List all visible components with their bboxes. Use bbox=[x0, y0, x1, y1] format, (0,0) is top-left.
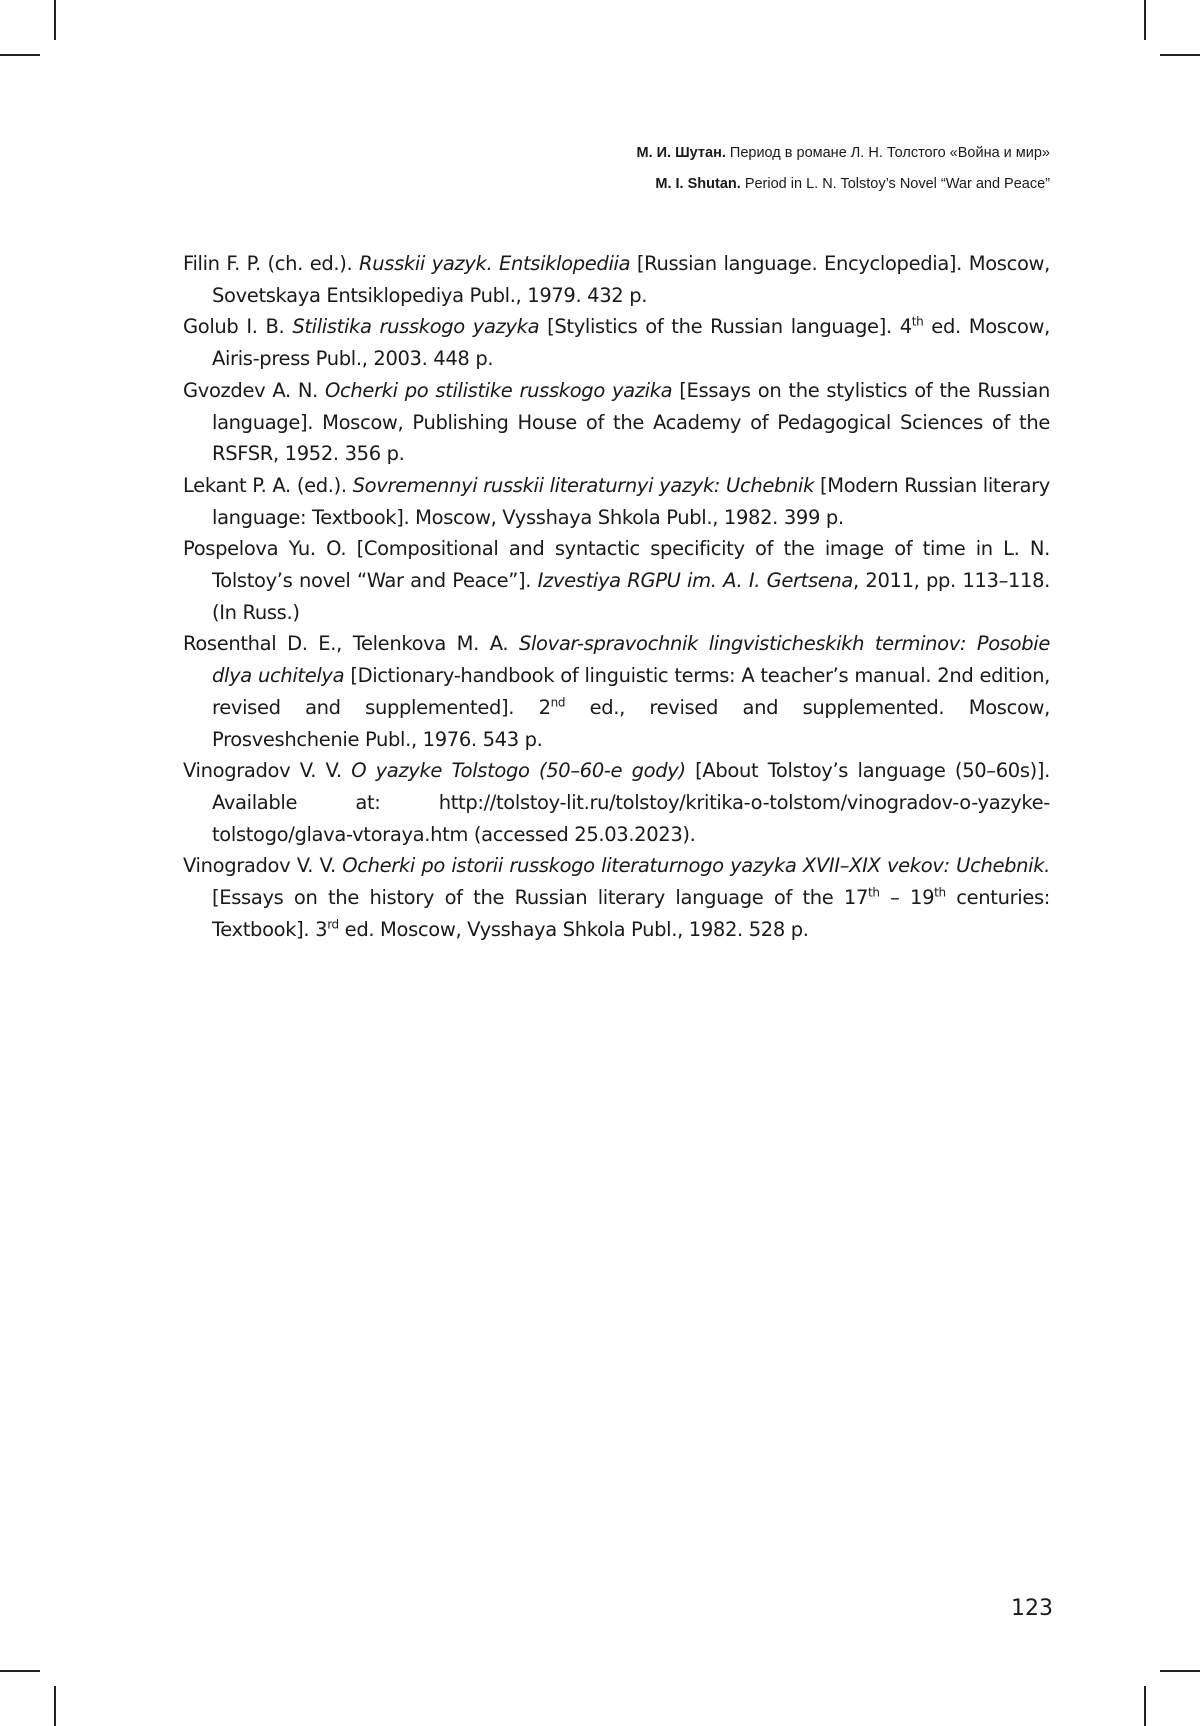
reference-item bbox=[183, 248, 1050, 311]
ref-title: O yazyke Tolstogo (50–60-e gody) bbox=[351, 759, 686, 783]
ref-text: ed. Moscow, Vysshaya Shkola Publ., 1982. 528 p. bbox=[338, 917, 809, 941]
ref-text: Rosenthal D. E., Telenkova M. A. bbox=[183, 632, 519, 656]
ref-text: ed. Moscow, Airis-press Publ., 2003. 448 p. bbox=[212, 315, 1050, 371]
reference-item bbox=[183, 628, 1050, 755]
crop-mark bbox=[0, 54, 40, 56]
running-head bbox=[636, 138, 1050, 200]
ref-superscript: nd bbox=[550, 695, 566, 710]
ref-superscript: th bbox=[868, 885, 880, 900]
ref-text: – 19 bbox=[879, 886, 935, 910]
crop-mark bbox=[0, 1670, 40, 1672]
ref-text: [Modern Russian literary language: Textbook]. Moscow, Vysshaya Shkola Publ., 1982. 399 p. bbox=[212, 473, 1050, 529]
reference-item bbox=[183, 850, 1050, 945]
ref-text: [Essays on the history of the Russian literary language of the 17 bbox=[212, 886, 869, 910]
reference-list bbox=[183, 248, 1050, 945]
reference-item bbox=[183, 375, 1050, 470]
ref-text: , 2011, pp. 113–118. (In Russ.) bbox=[212, 569, 1050, 624]
ref-text: [Russian language. Encyclopedia]. Moscow, Sovetskaya Entsiklopediya Publ., 1979. 432 p. bbox=[212, 252, 1050, 307]
crop-mark bbox=[54, 0, 56, 40]
reference-item bbox=[183, 311, 1050, 374]
reference-item bbox=[183, 533, 1050, 628]
crop-mark bbox=[1160, 54, 1200, 56]
ref-text: [Stylistics of the Russian language]. 4 bbox=[539, 315, 912, 339]
running-head-en-title: Period in L. N. Tolstoy’s Novel “War and Peace” bbox=[744, 176, 1050, 192]
ref-text: Pospelova Yu. O. [Compositional and syntactic specificity of the image of time in L. N. Tolstoy’s novel “War and Peace”]. bbox=[183, 537, 1050, 593]
ref-title: Stilistika russkogo yazyka bbox=[292, 315, 540, 339]
running-head-ru-author: М. И. Шутан. bbox=[636, 145, 726, 161]
ref-text: Vinogradov V. V. bbox=[183, 854, 343, 878]
ref-text: [Dictionary-handbook of linguistic terms: A teacher’s manual. 2nd edition, revised and supplemented]. 2 bbox=[212, 664, 1050, 719]
ref-text: [About Tolstoy’s language (50–60s)]. Available at: http://tolstoy-lit.ru/tolstoy/kritika-o-tolstom/vinogradov-o-yazyke-tolstogo/glava-vtoraya.htm (accessed 25.03.2023). bbox=[212, 759, 1050, 846]
running-head-en bbox=[636, 169, 1050, 200]
page-number: 123 bbox=[1011, 1596, 1053, 1621]
ref-text: ed., revised and supplemented. Moscow, Prosveshchenie Publ., 1976. 543 p. bbox=[212, 695, 1050, 751]
ref-text: Filin F. P. (ch. ed.). bbox=[183, 252, 360, 275]
ref-title: Sovremennyi russkii literaturnyi yazyk: Uchebnik bbox=[352, 473, 815, 497]
ref-superscript: rd bbox=[327, 917, 339, 932]
running-head-en-author: M. I. Shutan. bbox=[655, 176, 741, 192]
ref-title: Russkii yazyk. Entsiklopediia bbox=[359, 252, 631, 275]
ref-title: Ocherki po stilistike russkogo yazika bbox=[324, 378, 673, 402]
running-head-ru-title: Период в романе Л. Н. Толстого «Война и мир» bbox=[729, 145, 1050, 161]
ref-text: [Essays on the stylistics of the Russian language]. Moscow, Publishing House of the Academy of Pedagogical Sciences of the RSFSR, 1952. 356 p. bbox=[212, 378, 1050, 466]
ref-text: Golub I. B. bbox=[183, 315, 293, 339]
reference-item bbox=[183, 470, 1050, 533]
crop-mark bbox=[1144, 1686, 1146, 1726]
ref-title: Izvestiya RGPU im. A. I. Gertsena bbox=[537, 569, 854, 593]
ref-text: Lekant P. A. (ed.). bbox=[183, 473, 353, 497]
reference-item bbox=[183, 755, 1050, 850]
ref-superscript: th bbox=[934, 885, 946, 900]
crop-mark bbox=[54, 1686, 56, 1726]
ref-title: Slovar-spravochnik lingvisticheskikh terminov: Posobie dlya uchitelya bbox=[212, 632, 1051, 688]
ref-title: Ocherki po istorii russkogo literaturnogo yazyka XVII–XIX vekov: Uchebnik. bbox=[342, 854, 1050, 878]
ref-text: Gvozdev A. N. bbox=[183, 378, 325, 402]
running-head-ru bbox=[636, 138, 1050, 169]
ref-text: centuries: Textbook]. 3 bbox=[212, 886, 1050, 941]
ref-superscript: th bbox=[911, 314, 924, 329]
ref-text: Vinogradov V. V. bbox=[183, 759, 352, 783]
crop-mark bbox=[1144, 0, 1146, 40]
crop-mark bbox=[1160, 1670, 1200, 1672]
